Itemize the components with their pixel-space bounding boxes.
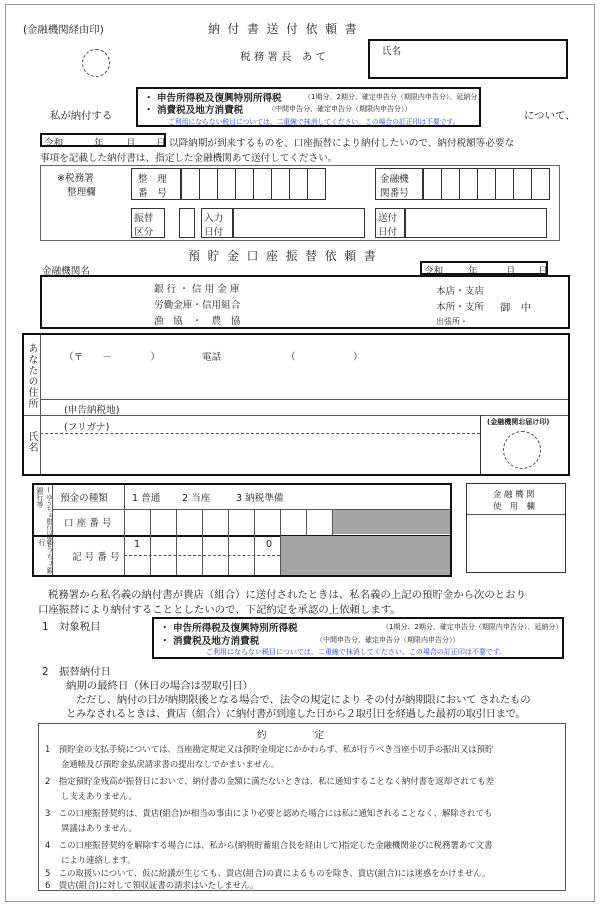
tax-line-1: 申告所得税及復興特別所得税	[156, 93, 282, 104]
bank-name-label: 金融機関名	[42, 266, 90, 277]
body-item2a: 納期の最終日（休日の場合は翌取引日）	[66, 680, 254, 692]
bank-date-field[interactable]: 令和 年 月 日	[420, 261, 548, 275]
tax-line-2-note: （中間申告分、確定申告分（期限内申告分））	[268, 105, 412, 113]
postal-code-field[interactable]: （〒 － ）	[64, 352, 160, 363]
account-box	[32, 483, 452, 577]
target-tax-line-2: 消費税及地方消費税	[172, 636, 260, 647]
applicant-box	[22, 333, 570, 476]
form-page	[5, 4, 595, 902]
intro-line2: 事項を記載した納付書は、指定した金融機関あて送付してください。	[40, 153, 338, 164]
terms-box	[38, 723, 566, 891]
body-item2c: とみなされるときは、貴店（組合）に納付書が到達した日から２取引日を経過した最初の取引日まで。	[66, 708, 526, 720]
target-tax-warning: ご利用にならない税目については、二重線で抹消してください。この場合の訂正印は不要です。	[206, 648, 507, 656]
tax-line-1-note: （1期分、2期分、確定申告分（期限内申告分）、延納分）	[304, 93, 485, 101]
deposit-type-label: 預金の種類	[60, 493, 108, 504]
tel-field[interactable]: （ ）	[286, 352, 363, 363]
deposit-opt-2[interactable]: 2 当座	[182, 493, 211, 504]
kigou-number-label: 記 号 番 号	[72, 552, 120, 563]
name-side-label: 氏名	[26, 431, 37, 453]
term-1b: 金通帳及び預貯金払戻請求書の提出なしでかまいません。	[61, 759, 280, 769]
bank-side-label: 銀行等	[36, 487, 44, 508]
account-number-label: 口 座 番 号	[64, 518, 112, 529]
intro-rest: 以降納期が到来するものを、口座振替により納付したいので、納付税額等必要な	[169, 138, 515, 149]
deposit-opt-1[interactable]: 1 普通	[132, 493, 161, 504]
name-field[interactable]	[368, 39, 568, 79]
body-item1: 1 対象税目	[42, 621, 101, 633]
kigou-number-shade	[281, 536, 450, 575]
term-3b: 異議はありません。	[61, 823, 137, 833]
kigou-digit-1: 1	[134, 539, 141, 550]
address-side-label: あなたの住所	[26, 343, 37, 409]
tax-warning: ご利用にならない税目については、二重線で抹消してください。この場合の訂正印は不要です。	[168, 118, 460, 126]
target-tax-line-1: 申告所得税及復興特別所得税	[172, 623, 298, 634]
body-p2: 口座振替により納付することとしたいので、下記約定を承認の上依頼します。	[38, 604, 401, 616]
target-tax-line-1-note: （1期分、2期分、確定申告分（期限内申告分）、延納分）	[382, 623, 563, 631]
terms-title: 約 定	[257, 730, 325, 741]
tax-address-label: (申告納税地)	[64, 405, 120, 416]
yucho-side-label: ゆうちょ銀行	[38, 539, 54, 574]
office-address: 税 務 署 長 あ て	[240, 51, 326, 63]
office-use-box: ※税務署 整理欄 整 理 番 号 金融機 関番号 振替 区分 入力 日付 送付 日付	[40, 165, 560, 241]
body-p1: 税務署から私名義の納付書が貴店（組合）に送付されたときは、私名義の上記の預貯金から次のとおり	[48, 589, 526, 601]
target-tax-box: ・ 申告所得税及復興特別所得税 （1期分、2期分、確定申告分（期限内申告分）、延納分） ・ 消費税及地方消費税 （中間申告分、確定申告分（期限内申告分）） ご利用にならない税目については、二重線で抹消してください。この場合の訂正印は不要です。	[152, 617, 564, 659]
tax-line-2: 消費税及地方消費税	[156, 105, 244, 116]
stamp-label: (金融機関経由印)	[23, 24, 104, 36]
term-4: 4 この口座振替契約を解除する場合には、私から(納税貯蓄組合長を経由して)指定した金融機関並びに税務署あて文書	[45, 840, 493, 850]
term-4b: により連絡します。	[61, 855, 136, 865]
term-1: 1 預貯金の支払手続については、当座勘定規定又は預貯金規定にかかわらず、私が行うべき当座小切手の振出又は預貯	[45, 744, 494, 754]
tax-selection-box: ・ 申告所得税及復興特別所得税 （1期分、2期分、確定申告分（期限内申告分）、延納分） ・ 消費税及地方消費税 （中間申告分、確定申告分（期限内申告分）） ご利用にならない税目については、二重線で抹消してください。この場合の訂正印は不要です。	[136, 87, 481, 127]
target-tax-line-2-note: （中間申告分、確定申告分（期限内申告分））	[316, 636, 460, 644]
bank-section-title: 預 貯 金 口 座 振 替 依 頼 書	[188, 249, 378, 263]
bank-side-sub: (ゆうちょ銀行以外)	[45, 487, 52, 549]
term-2: 2 指定預貯金残高が振替日において、納付書の金額に満たないときは、私に通知することなく納付書を返却されても差	[45, 776, 495, 786]
form-title: 納 付 書 送 付 依 頼 書	[208, 22, 359, 36]
furigana-label: (フリガナ)	[64, 422, 110, 433]
bank-name-field[interactable]: 銀 行 ・ 信 用 金 庫 労働金庫・信用組合 漁 協 ・ 農 協 本店・支店 本所・支所 御 中 出張所・	[40, 275, 570, 329]
intro-tail: について、	[524, 110, 576, 122]
account-number-shade	[333, 510, 450, 534]
deposit-opt-3[interactable]: 3 納税準備	[236, 493, 284, 504]
bank-stamp-area: (金融機関お届け印)	[480, 415, 568, 474]
bank-use-box: 金 融 機 関 使 用 欄	[466, 483, 566, 573]
term-5: 5 この取扱いについて、仮に紛議が生じても、貴店(組合)の責によるものを除き、貴店(組合)には迷惑をかけません。	[45, 868, 491, 878]
body-item2b: ただし、納付の日が納期限後となる場合で、法令の規定により その付が納期限において されたもの	[76, 694, 531, 706]
term-6: 6 貴店(組合)に対して領収証書の請求はいたしません。	[45, 880, 259, 890]
stamp-circle	[82, 49, 110, 77]
term-3: 3 この口座振替契約は、貴店(組合)が相当の事由により必要と認めた場合には私に通知されることなく、解除されても	[45, 808, 493, 818]
body-item2: 2 振替納付日	[42, 666, 111, 678]
name-label: 氏名	[382, 46, 402, 57]
intro-lead: 私が納付する	[50, 110, 113, 122]
start-date-field[interactable]: 令和 年 月 日	[40, 133, 166, 147]
term-2b: し支えありません。	[61, 791, 137, 801]
tel-label: 電話	[202, 352, 222, 363]
kigou-digit-0: 0	[266, 539, 273, 550]
